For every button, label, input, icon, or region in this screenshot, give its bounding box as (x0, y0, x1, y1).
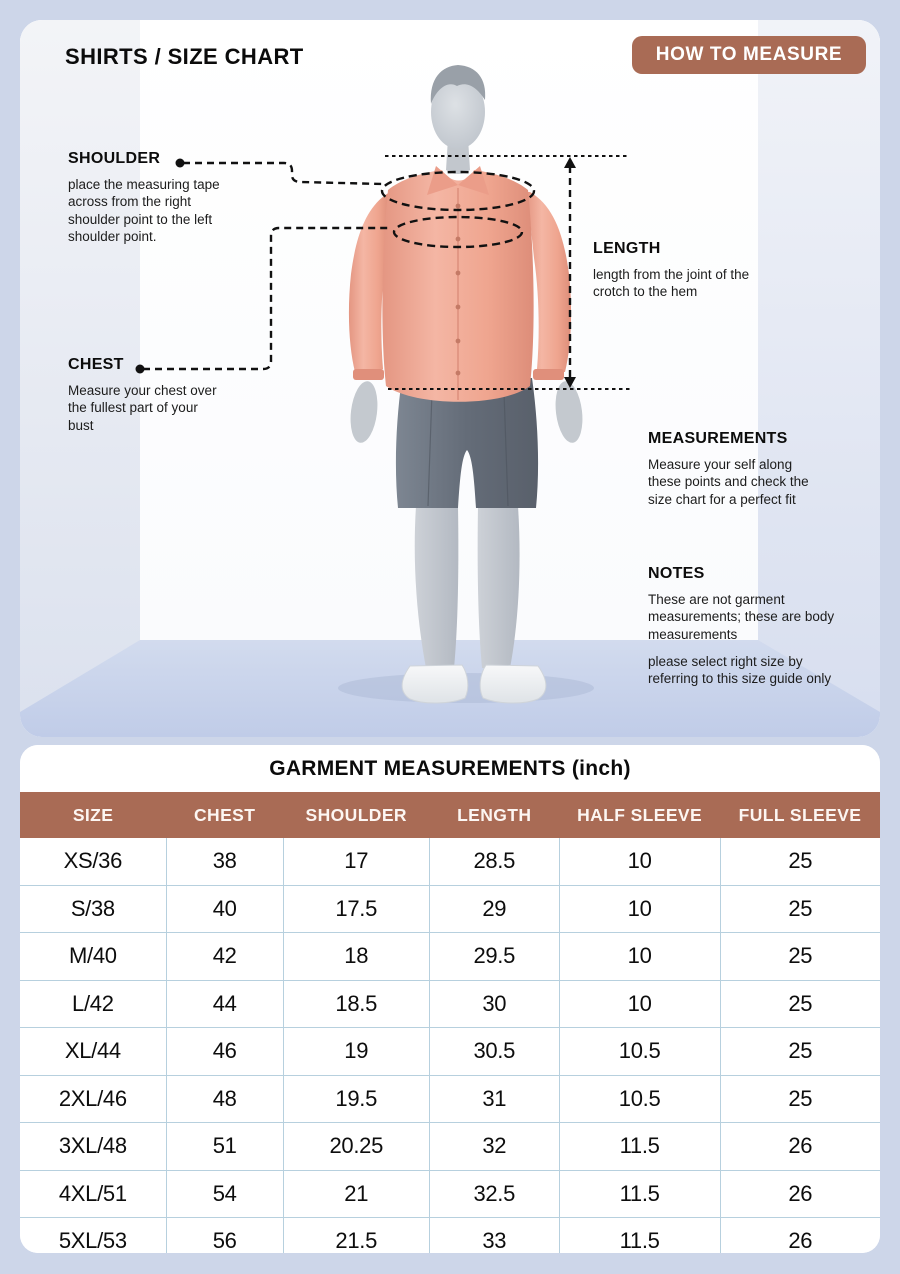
shoulder-description: place the measuring tape across from the right shoulder point to the left shoulder point. (68, 177, 220, 244)
half-sleeve-value: 10 (559, 838, 720, 885)
notes-heading: NOTES (648, 565, 705, 582)
table-row (20, 980, 880, 1028)
size-value: 5XL/53 (20, 1218, 166, 1254)
shoulder-value: 21.5 (283, 1218, 429, 1254)
chest-value: 40 (166, 885, 283, 933)
length-annotation (593, 240, 793, 301)
measurements-heading: MEASUREMENTS (648, 430, 788, 447)
size-value: XL/44 (20, 1028, 166, 1076)
full-sleeve-value: 25 (720, 885, 880, 933)
length-value: 32.5 (429, 1170, 559, 1218)
full-sleeve-value: 26 (720, 1123, 880, 1171)
table-title: GARMENT MEASUREMENTS (inch) (20, 745, 880, 792)
measure-guide-card (20, 20, 880, 737)
half-sleeve-value: 10.5 (559, 1028, 720, 1076)
size-value: L/42 (20, 980, 166, 1028)
chest-value: 54 (166, 1170, 283, 1218)
how-to-measure-button[interactable]: HOW TO MEASURE (632, 36, 866, 74)
chest-description: Measure your chest over the fullest part of your bust (68, 383, 217, 433)
half-sleeve-value: 10 (559, 980, 720, 1028)
shoulder-value: 19 (283, 1028, 429, 1076)
size-value: XS/36 (20, 838, 166, 885)
half-sleeve-value: 10 (559, 885, 720, 933)
shoulder-value: 20.25 (283, 1123, 429, 1171)
length-description: length from the joint of the crotch to the hem (593, 267, 750, 300)
shoulder-value: 21 (283, 1170, 429, 1218)
shoulder-value: 19.5 (283, 1075, 429, 1123)
shoulder-value: 18 (283, 933, 429, 981)
length-value: 32 (429, 1123, 559, 1171)
full-sleeve-value: 26 (720, 1218, 880, 1254)
table-row (20, 1218, 880, 1254)
table-row (20, 933, 880, 981)
full-sleeve-value: 25 (720, 1075, 880, 1123)
length-value: 29.5 (429, 933, 559, 981)
column-header-shoulder: SHOULDER (283, 792, 429, 838)
chest-value: 46 (166, 1028, 283, 1076)
table-header-row (20, 792, 880, 838)
length-value: 29 (429, 885, 559, 933)
measurements-annotation (648, 430, 848, 508)
notes-annotation (648, 565, 853, 687)
length-value: 30 (429, 980, 559, 1028)
size-value: 3XL/48 (20, 1123, 166, 1171)
chest-value: 48 (166, 1075, 283, 1123)
chest-annotation (68, 356, 238, 434)
shoulder-annotation (68, 150, 258, 245)
shoulder-heading: SHOULDER (68, 150, 161, 167)
notes-description-2: please select right size by referring to this size guide only (648, 653, 832, 687)
chest-value: 42 (166, 933, 283, 981)
size-value: 2XL/46 (20, 1075, 166, 1123)
right-shoe (480, 665, 546, 703)
page-title: SHIRTS / SIZE CHART (65, 44, 304, 69)
table-row (20, 1075, 880, 1123)
garment-measurements-table (20, 792, 880, 1253)
size-value: 4XL/51 (20, 1170, 166, 1218)
length-heading: LENGTH (593, 240, 661, 257)
length-value: 30.5 (429, 1028, 559, 1076)
half-sleeve-value: 11.5 (559, 1218, 720, 1254)
shoulder-value: 17 (283, 838, 429, 885)
half-sleeve-value: 10 (559, 933, 720, 981)
table-row (20, 838, 880, 885)
shoulder-value: 17.5 (283, 885, 429, 933)
table-row (20, 1123, 880, 1171)
chest-heading: CHEST (68, 356, 124, 373)
size-value: M/40 (20, 933, 166, 981)
full-sleeve-value: 25 (720, 838, 880, 885)
chest-value: 56 (166, 1218, 283, 1254)
full-sleeve-value: 26 (720, 1170, 880, 1218)
full-sleeve-value: 25 (720, 933, 880, 981)
half-sleeve-value: 10.5 (559, 1075, 720, 1123)
column-header-size: SIZE (20, 792, 166, 838)
full-sleeve-value: 25 (720, 1028, 880, 1076)
chest-value: 44 (166, 980, 283, 1028)
full-sleeve-value: 25 (720, 980, 880, 1028)
length-value: 31 (429, 1075, 559, 1123)
length-value: 33 (429, 1218, 559, 1254)
measurements-description: Measure your self along these points and check the size chart for a perfect fit (648, 457, 809, 507)
chest-value: 51 (166, 1123, 283, 1171)
chest-value: 38 (166, 838, 283, 885)
notes-description-1: These are not garment measurements; these are body measurements (648, 592, 835, 642)
table-row (20, 885, 880, 933)
size-value: S/38 (20, 885, 166, 933)
size-chart-card (20, 745, 880, 1253)
left-shoe (402, 665, 468, 703)
column-header-length: LENGTH (429, 792, 559, 838)
column-header-half-sleeve: HALF SLEEVE (559, 792, 720, 838)
column-header-full-sleeve: FULL SLEEVE (720, 792, 880, 838)
shoulder-value: 18.5 (283, 980, 429, 1028)
half-sleeve-value: 11.5 (559, 1170, 720, 1218)
column-header-chest: CHEST (166, 792, 283, 838)
table-row (20, 1170, 880, 1218)
half-sleeve-value: 11.5 (559, 1123, 720, 1171)
length-value: 28.5 (429, 838, 559, 885)
table-row (20, 1028, 880, 1076)
